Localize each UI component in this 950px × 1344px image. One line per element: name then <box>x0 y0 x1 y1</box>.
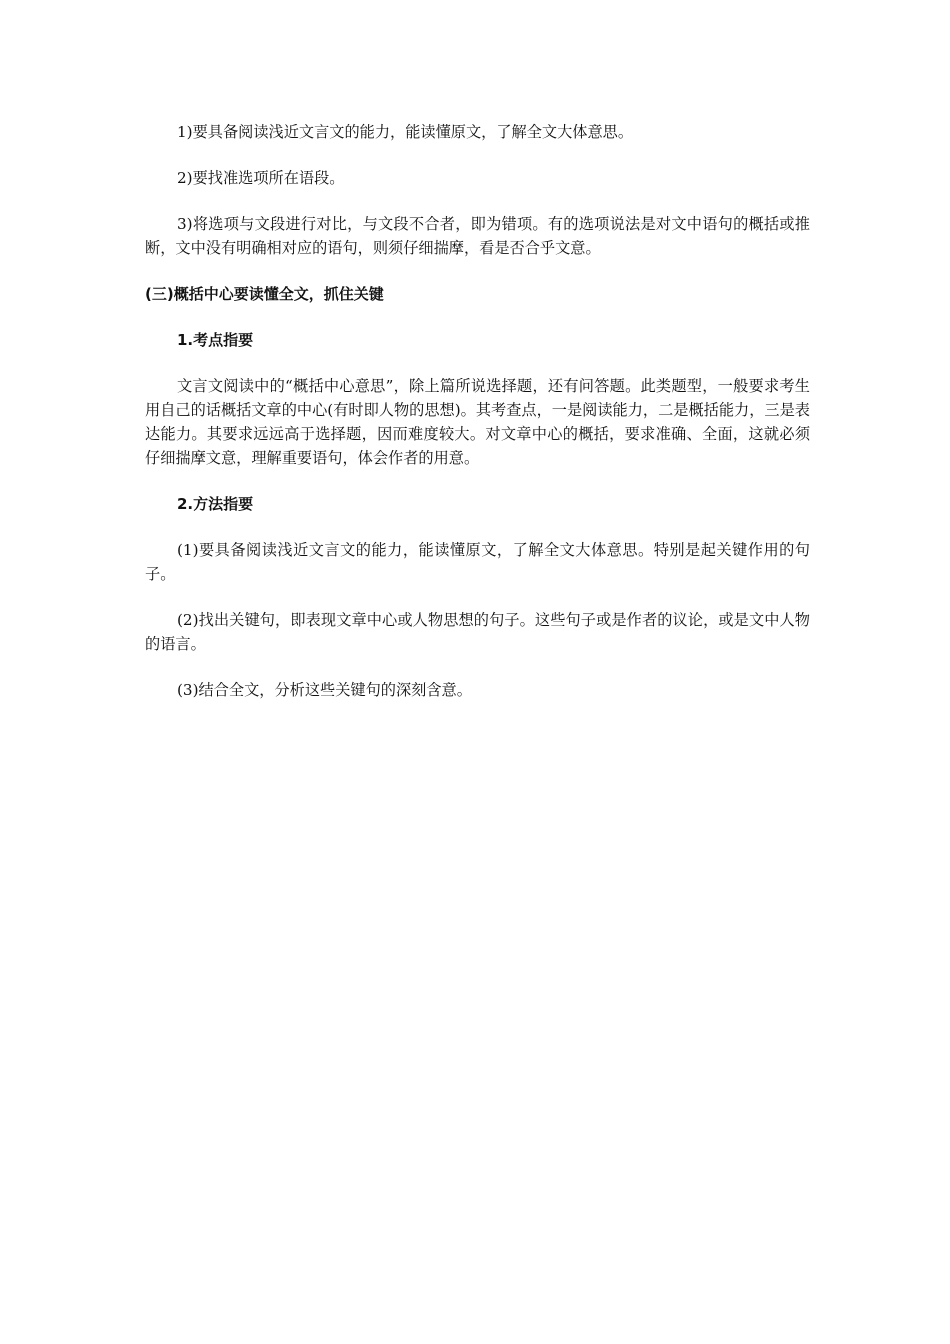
paragraph-5: (1)要具备阅读浅近文言文的能力，能读懂原文，了解全文大体意思。特别是起关键作用的句子。 <box>145 541 810 583</box>
document-body <box>145 120 810 702</box>
paragraph-2: 2)要找准选项所在语段。 <box>177 169 345 187</box>
subheading-2: 2.方法指要 <box>177 495 254 513</box>
paragraph-7: (3)结合全文，分析这些关键句的深刻含意。 <box>177 681 472 699</box>
section-heading: (三)概括中心要读懂全文，抓住关键 <box>145 285 384 303</box>
paragraph-3: 3)将选项与文段进行对比，与文段不合者，即为错项。有的选项说法是对文中语句的概括或推断，文中没有明确相对应的语句，则须仔细揣摩，看是否合乎文意。 <box>145 215 810 257</box>
subheading-1: 1.考点指要 <box>177 331 254 349</box>
paragraph-1: 1)要具备阅读浅近文言文的能力，能读懂原文，了解全文大体意思。 <box>177 123 634 141</box>
paragraph-4: 文言文阅读中的“概括中心意思”，除上篇所说选择题，还有问答题。此类题型，一般要求考生用自己的话概括文章的中心(有时即人物的思想)。其考查点，一是阅读能力，二是概括能力，三是表达能力。其要求远远高于选择题，因而难度较大。对文章中心的概括，要求准确、全面，这就必须仔细揣摩文意，理解重要语句，体会作者的用意。 <box>145 377 810 467</box>
paragraph-6: (2)找出关键句，即表现文章中心或人物思想的句子。这些句子或是作者的议论，或是文中人物的语言。 <box>145 611 810 653</box>
